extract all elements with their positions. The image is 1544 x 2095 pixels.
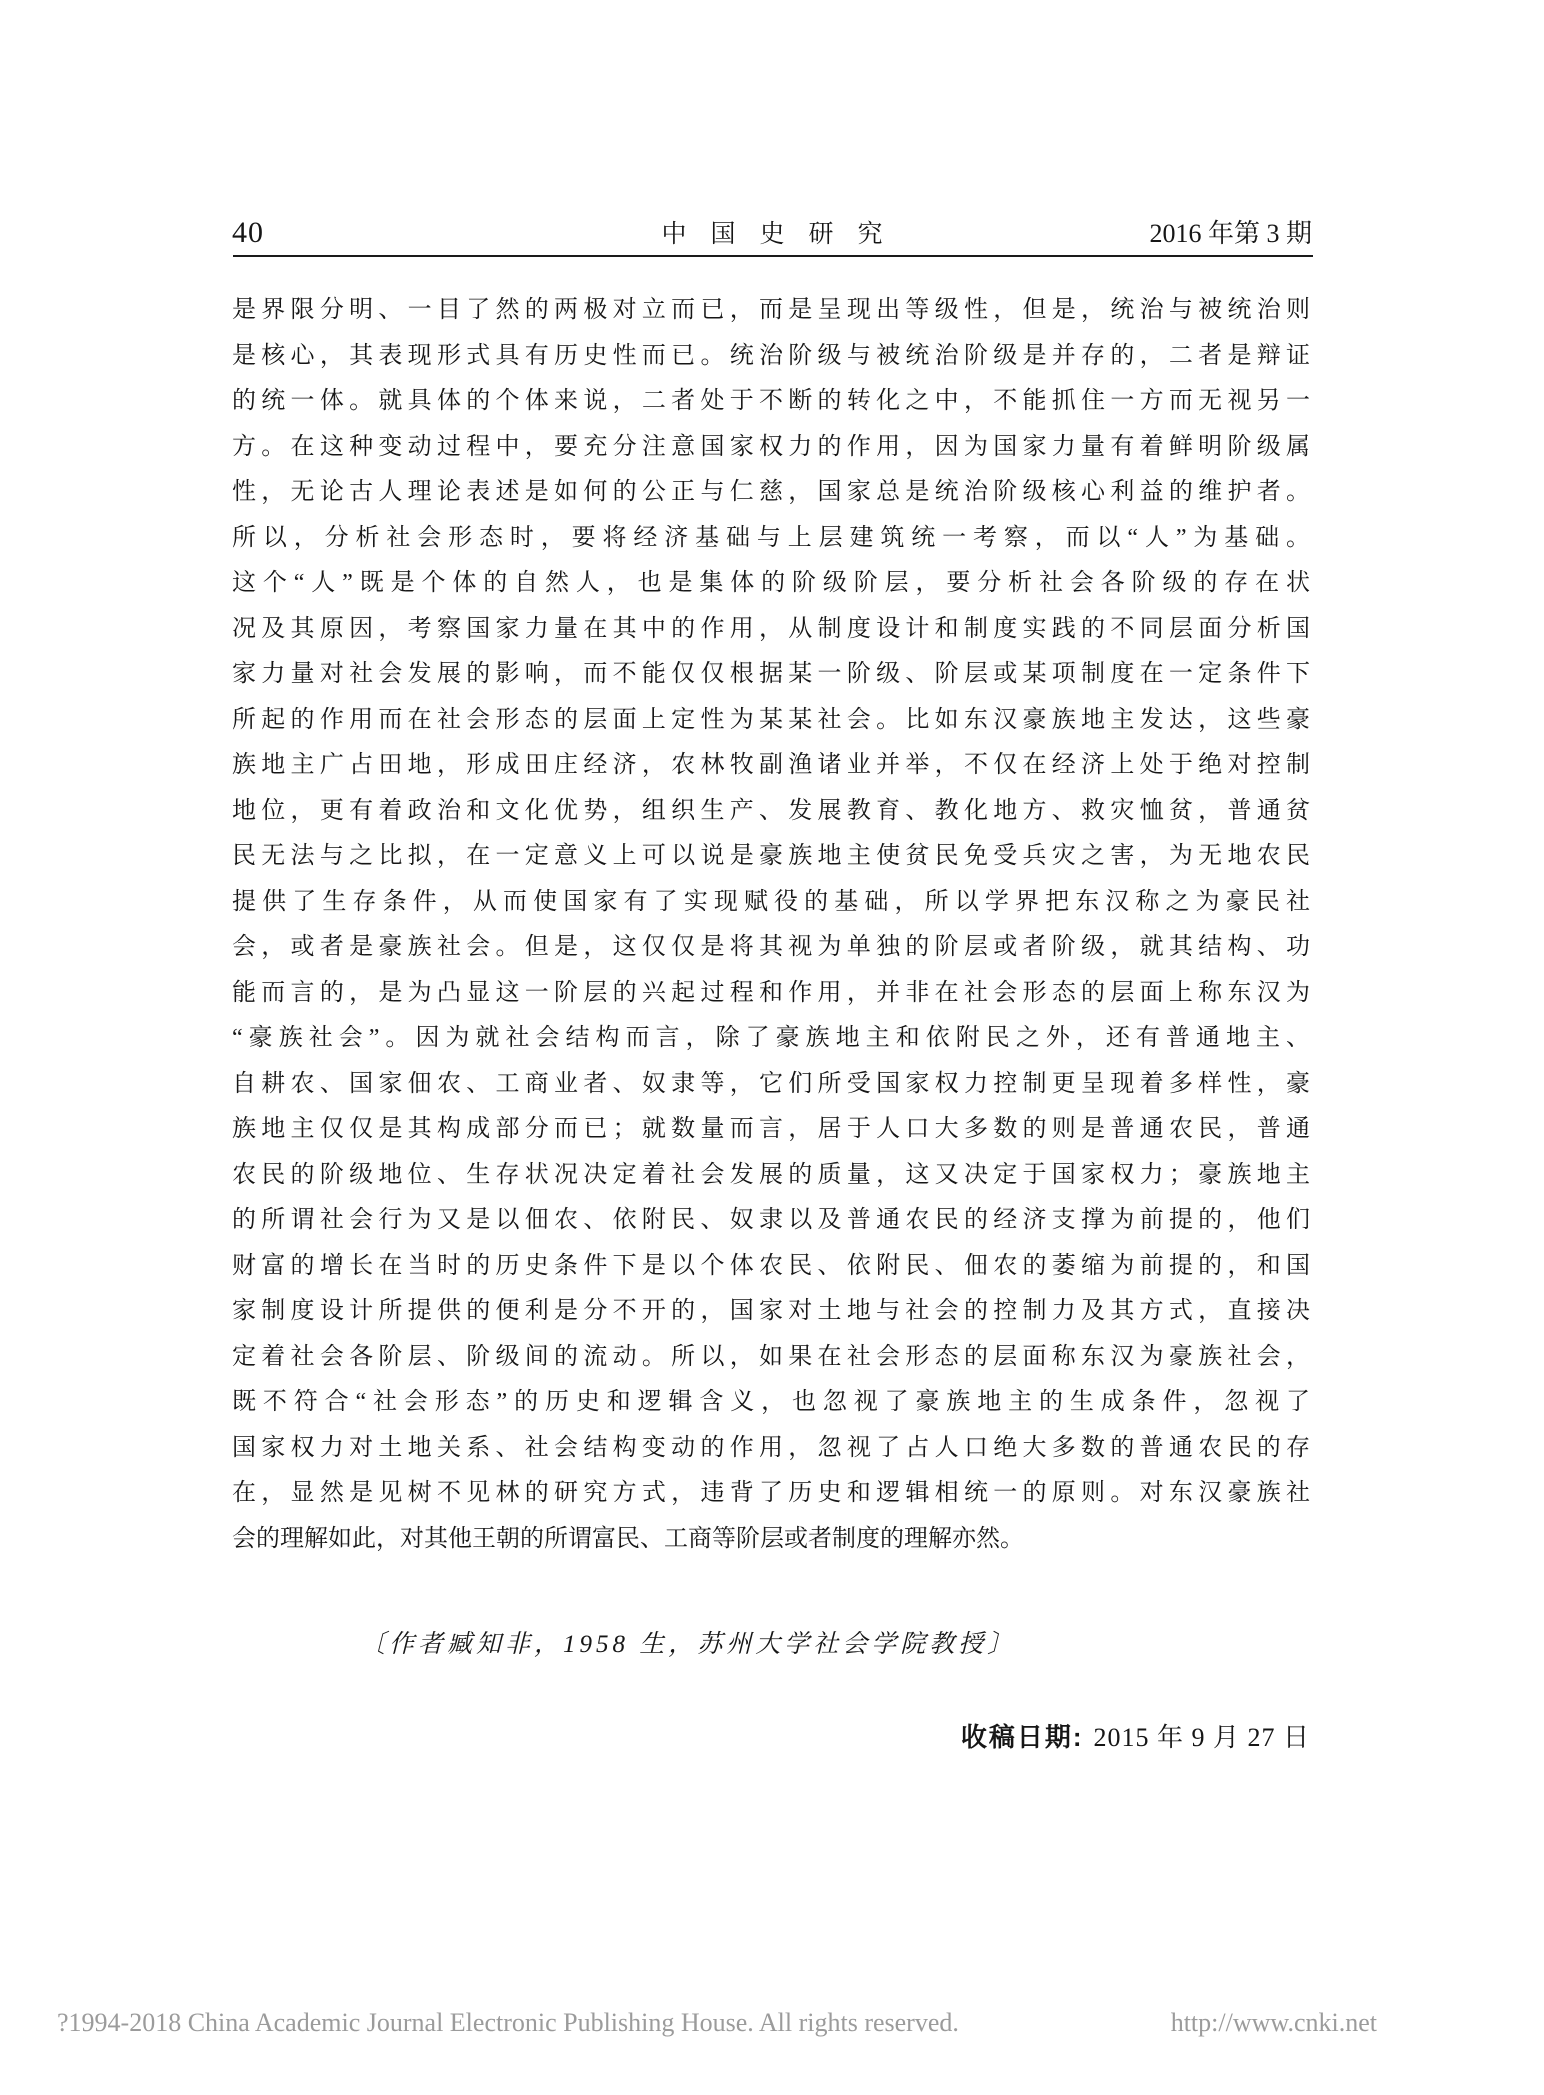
footer-url: http://www.cnki.net: [1170, 2008, 1377, 2037]
body-line: 方。在这种变动过程中，要充分注意国家权力的作用，因为国家力量有着鲜明阶级属: [232, 433, 1310, 460]
body-line: 家力量对社会发展的影响，而不能仅仅根据某一阶级、阶层或某项制度在一定条件下: [232, 661, 1310, 687]
body-line: 况及其原因，考察国家力量在其中的作用，从制度设计和制度实践的不同层面分析国: [232, 615, 1310, 642]
body-line: 国家权力对土地关系、社会结构变动的作用，忽视了占人口绝大多数的普通农民的存: [232, 1434, 1310, 1461]
body-line: 民无法与之比拟，在一定意义上可以说是豪族地主使贫民免受兵灾之害，为无地农民: [232, 843, 1310, 869]
article-body: [232, 288, 1310, 1562]
body-line: 的统一体。就具体的个体来说，二者处于不断的转化之中，不能抓住一方而无视另一: [232, 388, 1310, 414]
header-rule: [233, 255, 1313, 257]
body-line: 地位，更有着政治和文化优势，组织生产、发展教育、教化地方、救灾恤贫，普通贫: [232, 797, 1310, 824]
page-footer: [57, 2008, 1377, 2038]
page-header: [232, 213, 1312, 250]
body-line: 自耕农、国家佃农、工商业者、奴隶等，它们所受国家权力控制更呈现着多样性，豪: [232, 1070, 1310, 1097]
body-line: 所起的作用而在社会形态的层面上定性为某某社会。比如东汉豪族地主发达，这些豪: [232, 706, 1310, 733]
body-line: 提供了生存条件，从而使国家有了实现赋役的基础，所以学界把东汉称之为豪民社: [232, 888, 1310, 915]
body-line: 财富的增长在当时的历史条件下是以个体农民、依附民、佃农的萎缩为前提的，和国: [232, 1252, 1310, 1279]
received-date-label: 收稿日期:: [960, 1722, 1084, 1752]
body-line: 族地主广占田地，形成田庄经济，农林牧副渔诸业并举，不仅在经济上处于绝对控制: [232, 752, 1310, 778]
body-line: 能而言的，是为凸显这一阶层的兴起过程和作用，并非在社会形态的层面上称东汉为: [232, 979, 1310, 1006]
footer-copyright: ?1994-2018 China Academic Journal Electronic Publishing House. All rights reserved.: [57, 2008, 959, 2037]
body-line: 所以，分析社会形态时，要将经济基础与上层建筑统一考察，而以“人”为基础。: [232, 524, 1310, 551]
body-line: 会的理解如此，对其他王朝的所谓富民、工商等阶层或者制度的理解亦然。: [232, 1525, 1024, 1552]
body-line: 定着社会各阶层、阶级间的流动。所以，如果在社会形态的层面称东汉为豪族社会，: [232, 1343, 1310, 1370]
body-line: 这个“人”既是个体的自然人，也是集体的阶级阶层，要分析社会各阶级的存在状: [232, 570, 1310, 596]
body-line: 在，显然是见树不见林的研究方式，违背了历史和逻辑相统一的原则。对东汉豪族社: [232, 1480, 1310, 1506]
body-line: 是核心，其表现形式具有历史性而已。统治阶级与被统治阶级是并存的，二者是辩证: [232, 342, 1310, 369]
body-line: “豪族社会”。因为就社会结构而言，除了豪族地主和依附民之外，还有普通地主、: [232, 1025, 1310, 1051]
page-number: 40: [232, 216, 264, 249]
body-line: 性，无论古人理论表述是如何的公正与仁慈，国家总是统治阶级核心利益的维护者。: [232, 479, 1310, 505]
author-note: 〔作者臧知非，1958 生，苏州大学社会学院教授〕: [360, 1631, 1017, 1658]
received-date-value: 2015 年 9 月 27 日: [1093, 1723, 1310, 1752]
body-line: 农民的阶级地位、生存状况决定着社会发展的质量，这又决定于国家权力；豪族地主: [232, 1161, 1310, 1188]
body-line: 的所谓社会行为又是以佃农、依附民、奴隶以及普通农民的经济支撑为前提的，他们: [232, 1207, 1310, 1233]
body-line: 家制度设计所提供的便利是分不开的，国家对土地与社会的控制力及其方式，直接决: [232, 1298, 1310, 1324]
body-line: 既不符合“社会形态”的历史和逻辑含义，也忽视了豪族地主的生成条件，忽视了: [232, 1389, 1310, 1415]
body-line: 是界限分明、一目了然的两极对立而已，而是呈现出等级性，但是，统治与被统治则: [232, 297, 1310, 323]
body-line: 会，或者是豪族社会。但是，这仅仅是将其视为单独的阶层或者阶级，就其结构、功: [232, 934, 1310, 960]
journal-issue: 2016 年第 3 期: [1149, 219, 1312, 248]
body-line: 族地主仅仅是其构成部分而已；就数量而言，居于人口大多数的则是普通农民，普通: [232, 1116, 1310, 1142]
journal-title: 中国史研究: [661, 221, 907, 248]
received-date-line: [961, 1717, 1310, 1754]
